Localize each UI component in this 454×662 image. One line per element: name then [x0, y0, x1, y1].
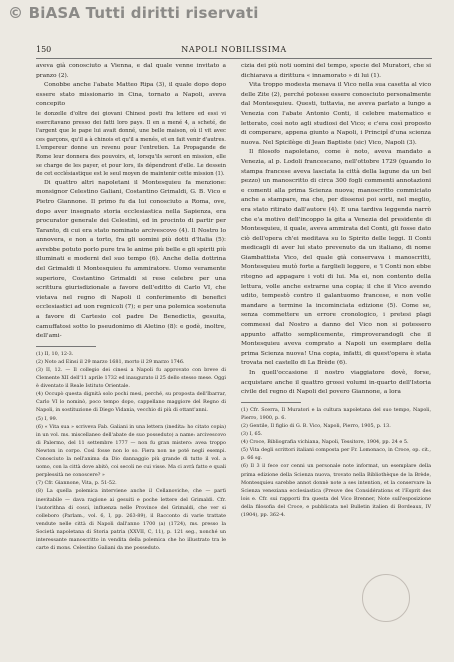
footnote: (5) Vita degli scrittori italiani composta per Fr. Lomonaco, in Croce, op. cit., p. 66 sg. — [241, 447, 431, 462]
library-stamp — [362, 574, 410, 622]
footnote: (8) La quella polemica interviene anche il Cellanoviche, che — partì inevitabile — dava ragione ai gesuiti e poche lettere del Grimaldi. Cfr. l'autorithna di cosci, influenza nelle Province del Grimaldi, che ver si colleboro (Parlam., vol. 6, I, pp. 263-89), il Racconto di varie trattate vendute nelle città di Napoli dall'anno 1700 (a) (1724), ms. presso la Società napoletana di Storia patria (XXVII, C, 11), p. 121 seg., nonché un interessante manoscritto in vendita della polemica che ho illustrato tra le carte di mons. Celestino Galiani da me posseduto. — [36, 488, 226, 552]
footnote: (3) II, 12. — Il collegio dei cinesi a Napoli fu approvato con breve di Clemente XII dell'11 aprile 1732 ed inaugurato il 25 dello stesso mese. Oggi è diventato il Reale Istituto Orientale. — [36, 367, 226, 390]
footnote: (1) Cfr. Scerra, Il Muratori e la cultura napoletana del suo tempo, Napoli, Pierro, 1900, p. 6. — [241, 406, 431, 421]
paragraph: aveva già conosciuto a Vienna, e dal quale venne invitato a pranzo (2). — [36, 63, 226, 79]
footnote: (2) Gentile, Il figlio di G. B. Vico, Napoli, Pierro, 1905, p. 13. — [241, 422, 391, 429]
footnote-rule — [241, 402, 301, 403]
footnote: (1) II, 10, 12-3. — [36, 350, 74, 357]
paragraph: cizia dei più noti uomini del tempo, specie del Muratori, che si dichiarava a dirittura « innamorato » di lui (1). — [241, 63, 431, 79]
footnote: (6) « Vita sua » scriveva Fab. Galiani in una lettera (inedita: ho citato copia) in un vol. ms. miscellaneo dell'abate de suo posseduto) a name: arcivescovo di Palermo, del 11 settembre 1777 — non fu gran mistero: avea troppo Newton in corpo. Così fosse non lo so. Fiera non ne poté negli esempi. Conosciuto la nell'anima da Dio dannaggio più grande di tutto il vol. a uomo, con la città dove abitò, coi secoli ne cui visse. Ma ci avrà fatto e quali perplessità ne conoscere? » — [36, 423, 226, 479]
page-header — [36, 44, 432, 56]
page-number: 150 — [36, 45, 52, 54]
running-title: NAPOLI NOBILISSIMA — [181, 45, 287, 54]
right-column — [241, 62, 431, 519]
paragraph: Conobbe anche l'abate Matteo Ripa (3), il quale dopo dopo essere stato missionario in Cina, tornato a Napoli, aveva concepito — [36, 82, 226, 108]
footnote: (4) Croce, Bibliografia vichiana, Napoli, Tessitore, 1904, pp. 24 e 5. — [241, 439, 409, 446]
header-rule — [36, 58, 432, 59]
copyright-watermark: © BiASA Tutti diritti riservati — [8, 4, 259, 22]
paragraph: In quell'occasione il nostro viaggiatore dovè, forse, acquistare anche il quattro grossi volumi in-quarto dell'Istoria civile del regno di Napoli del povero Giannone, a lora — [241, 370, 431, 396]
footnote: (7) Cfr. Giannone, Vita, p. 51-52. — [36, 480, 117, 487]
footnote: (3) I, 65. — [241, 431, 263, 438]
footnote: (2) Noto ad Einsi il 29 marzo 1681, morto il 29 marzo 1746. — [36, 358, 185, 365]
paragraph: Vita troppo modesta menava il Vico nella sua casetta al vico delle Zite (2), perché potesse essere conosciuto personalmente dal Montesquieu. Questi, tuttavia, ne aveva parlato a lungo a Venezia con l'abate Antonio Conti, il celebre matematico e letterato, così noto agli studiosi del Vico; e c'era così proposto di comperare, appena giunto a Napoli, i Principî d'una scienza nuova. Nel Spicilège di Jean Baptiste (sic) Vico, Napoli (3). — [241, 82, 431, 146]
footnote: (4) Occupò questa dignità solo pochi mesi, perché, su proposta dell'Ibarrar, Carlo VI lo nominò, poco tempo dopo, cappellano maggiore del Regno di Napoli, in sostituzione di Diego Vidania, vecchio di più di ottant'anni. — [36, 391, 226, 414]
paragraph: Di quattro altri napoletani il Montesquieu fa menzione: monsignor Celestino Galiani, Costantino Grimaldi, G. B. Vico e Pietro Giannone. Il primo fu da lui conosciuto a Roma, ove, dopo aver insegnato storia ecclesiastica nella Sapienza, era procurator generale dei Celestini, ed in procinto di partir per Taranto, di cui era stato nominato arcivescovo (4). Il Nostro lo annovera, e non a torto, fra gli uomini più dotti d'Italia (5): avrebbe potuto porlo pure tra le anime più belle e gli spiriti più illuminati e moderni del suo tempo (6). Anche della dottrina del Grimaldi il Montesquieu fu ammiratore. Uomo veramente superiore, Costantino Grimaldi si rese celebre per una scrittura giurisdizionale a favore dell'editto di Carlo VI, che vietava nel regno di Napoli il conferimento di benefici ecclesiastici ad uon regnicoli (7); e per una polemica sostenuta a favore di Cartesio col padre De Benedictis, gesuita, camuffatosi sotto lo pseudonimo di Aletino (8): e godè, inoltre, dell'ami- — [36, 179, 226, 340]
paragraph: Il filosofo napoletano, come è noto, aveva mandato a Venezia, al p. Lodoli francescano, nell'ottobre 1729 (quando lo stampa francese aveva lasciata la città della lagune da un bel pezzo) un manoscritto di circa 300 fogli commenti annotazioni e comenti alla prima Scienza nuova; manoscritto commiciato anche a stampare, ma che, per dissensi poi sorti, nel meglio, era stato ritirato dall'autore (4). E una tardiva leggenda narrò che e'a motivo dell'incoppo la gita a Venezia del presidente di Montesquieu, il quale, aveva ammirata del Conti, gli fosse dato ciò dell'opera ch'ei meditava su lo Spirito delle leggi. Il Conti medicagli di aver lui stato prevenuto da un italiano, di nome Giambattista Vico, del quale già conservava i manoscritti, Montesquieu mutò forte a farglieli leggere, e 'l Conti non ebbe ritegno ad appagare i voti di lui. Ma ei, non contento della lettura, volle anche estrarne una copia; il che il Vico avendo udito, tempestò contro il galantuomo francese, e non volle mandare a termine la incominciata edizione (5). Come se, senza commettere un errore cronologico, i pretesi plagi commessi dal Nostro a danno del Vico non si potessero appunto affatto semplicemente, rimproverandogli che il Montesquieu aveva comprato a Napoli un esemplare della prima Scienza nuova! Una copia, infatti, di quest'opera è stata trovata nel castello di La Brède (6). — [241, 149, 431, 367]
footnote: (5) I, 99. — [36, 415, 58, 422]
quoted-passage: le donzelle d'oltre dei giovani Chinesi posti fra lettere ed essi vi esercitavano presso dei fatti loro pays. Il en a mené 4, a scheté, de l'argent que le pape lui avait donné, une belle maison, où il vit avec ces garçons, qu'il a à chinois et qu'il a menés, et en fait venir d'autres. L'empereur donne un revenu pour l'entretien. La Propagande de Rome leur donnera des pouvoirs, et, lorsqu'ils seront en mission, elle se charge de les payer, et pour lors, ils dépendront d'elle. Le dessein de cet ecclésiastique est le seul moyen de maintenir cette mission (1). — [36, 110, 226, 178]
footnote-rule — [36, 346, 96, 347]
footnotes — [36, 350, 226, 552]
left-column — [36, 62, 226, 552]
footnote: (6) Il 3 il fece cor cenni un personale note informat, un esemplare della prima edizione della Scienza nuova, trovato nella Bibliothèque de la Brède, Montesquieu sarebbe annot donnè note a ses intention, et la conservare la Scienza veneziana ecclesiastica (Preuve des Considérations et l'Esprit des lois e. Cfr. sui rapporti fra questa del Vico Brenner, Note sull'esposizione della filosofia del Croce, e pubblicata nel Bulletin italien di Bordeaux, IV (1904), pp. 362-4. — [241, 463, 431, 518]
footnotes — [241, 406, 431, 519]
